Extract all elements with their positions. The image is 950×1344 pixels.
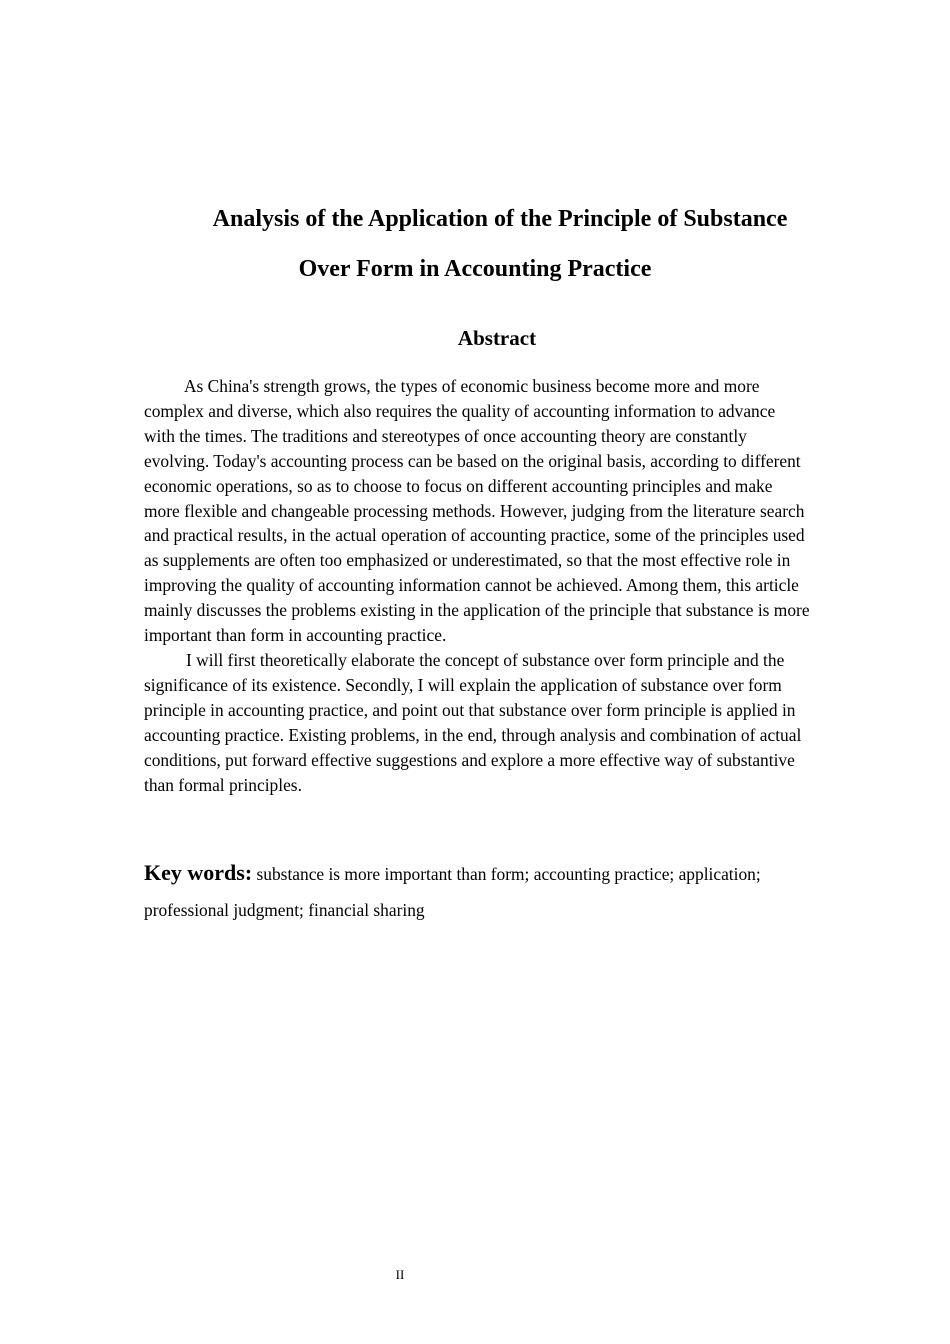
- document-title-line-2: Over Form in Accounting Practice: [298, 256, 652, 282]
- abstract-paragraph: As China's strength grows, the types of economic business become more and more complex and diverse, which also requires the quality of accounting information to advance with the times. The traditions and stereotypes of once accounting theory are constantly evolving. Today's accounting process can be based on the original basis, according to different economic operations, so as to choose to focus on different accounting principles and make more flexible and changeable processing methods. However, judging from the literature search and practical results, in the actual operation of accounting practice, some of the principles used as supplements are often too emphasized or underestimated, so that the most effective role in improving the quality of accounting information cannot be achieved. Among them, this article mainly discusses the problems existing in the application of the principle that substance is more important than form in accounting practice.: [144, 376, 810, 646]
- keywords-section: [144, 855, 784, 928]
- abstract-paragraph: I will first theoretically elaborate the concept of substance over form principle and the significance of its existence. Secondly, I will explain the application of substance over form principle in accounting practice, and point out that substance over form principle is applied in accounting practice. Existing problems, in the end, through analysis and combination of actual conditions, put forward effective suggestions and explore a more effective way of substantive than formal principles.: [144, 649, 802, 795]
- document-title-line-1: Analysis of the Application of the Principle of Substance: [212, 206, 788, 232]
- abstract-body: [144, 374, 810, 797]
- keywords-label: Key words:: [144, 860, 253, 885]
- keywords-text: substance is more important than form; accounting practice; application; professional judgment; financial sharing: [144, 864, 761, 920]
- abstract-heading: Abstract: [457, 326, 537, 350]
- page-number: II: [395, 1267, 405, 1282]
